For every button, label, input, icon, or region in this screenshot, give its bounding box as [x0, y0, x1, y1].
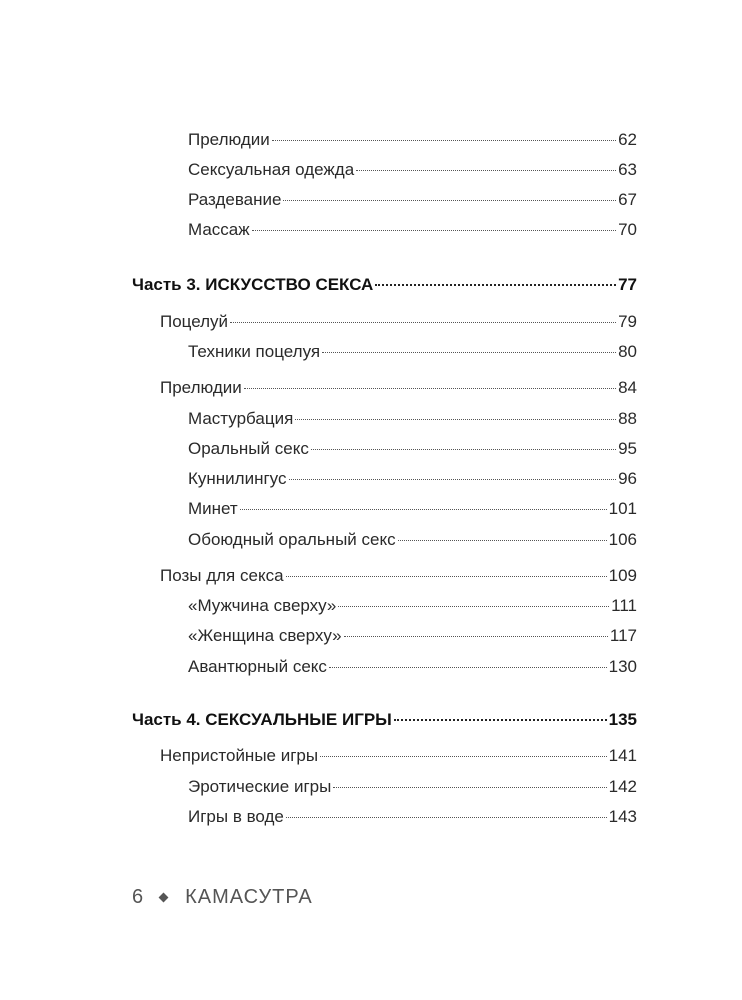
- toc-section-label: Позы для секса: [160, 566, 284, 585]
- toc-entry-label: «Женщина сверху»: [188, 626, 342, 645]
- toc-entry-page: 101: [608, 499, 637, 518]
- toc-entry-label: Куннилингус: [188, 469, 287, 488]
- dot-leader: [375, 284, 616, 286]
- toc-entry-page: 143: [608, 807, 637, 826]
- dot-leader: [344, 636, 608, 637]
- book-title: КАМАСУТРА: [185, 886, 313, 908]
- toc-entry-page: 70: [618, 220, 637, 239]
- dot-leader: [329, 667, 607, 668]
- toc-entry-page: 88: [618, 409, 637, 428]
- dot-leader: [272, 140, 616, 141]
- toc-entry-label: Прелюдии: [188, 130, 270, 149]
- toc-entry-label: Мастурбация: [188, 409, 294, 428]
- dot-leader: [311, 449, 616, 450]
- toc-entry[interactable]: [188, 498, 637, 520]
- toc-entry-label: Техники поцелуя: [188, 342, 321, 361]
- toc-section[interactable]: [160, 565, 637, 587]
- dot-leader: [244, 388, 616, 389]
- dot-leader: [338, 606, 609, 607]
- toc-part-page: 77: [618, 275, 637, 294]
- dot-leader: [230, 322, 616, 323]
- toc-section-page: 79: [618, 312, 637, 331]
- toc-entry-page: 63: [618, 160, 637, 179]
- toc-entry[interactable]: [188, 438, 637, 460]
- toc-entry[interactable]: [188, 341, 637, 363]
- page-footer: [132, 886, 313, 909]
- toc-entry-page: 95: [618, 439, 637, 458]
- toc-entry[interactable]: [188, 595, 637, 617]
- toc-part-heading[interactable]: [132, 709, 637, 731]
- toc-entry-label: Авантюрный секс: [188, 657, 327, 676]
- toc-entry-label: Раздевание: [188, 190, 282, 209]
- dot-leader: [356, 170, 616, 171]
- toc-entry-label: «Мужчина сверху»: [188, 596, 337, 615]
- toc-entry[interactable]: [188, 129, 637, 151]
- toc-entry[interactable]: [188, 656, 637, 678]
- toc-entry[interactable]: [188, 408, 637, 430]
- toc-entry-page: 117: [609, 626, 637, 645]
- diamond-icon: [159, 893, 169, 903]
- dot-leader: [240, 509, 607, 510]
- toc-entry[interactable]: [188, 806, 637, 828]
- toc-entry-page: 142: [608, 777, 637, 796]
- toc-entry[interactable]: [188, 776, 637, 798]
- toc-part-page: 135: [608, 710, 637, 729]
- toc-entry[interactable]: [188, 529, 637, 551]
- dot-leader: [320, 756, 607, 757]
- dot-leader: [333, 787, 606, 788]
- toc-section-page: 84: [618, 378, 637, 397]
- toc-part-label: Часть 4. СЕКСУАЛЬНЫЕ ИГРЫ: [132, 710, 392, 729]
- toc-entry-page: 96: [618, 469, 637, 488]
- toc-entry-label: Обоюдный оральный секс: [188, 530, 396, 549]
- dot-leader: [252, 230, 616, 231]
- toc-section[interactable]: [160, 377, 637, 399]
- toc-entry-label: Оральный секс: [188, 439, 309, 458]
- toc-section-page: 141: [608, 746, 637, 765]
- toc-entry-label: Минет: [188, 499, 238, 518]
- toc-entry[interactable]: [188, 189, 637, 211]
- toc-entry-page: 67: [618, 190, 637, 209]
- toc-entry-page: 130: [608, 657, 637, 676]
- toc-part-heading[interactable]: [132, 274, 637, 296]
- toc-entry[interactable]: [188, 468, 637, 490]
- toc-part-label: Часть 3. ИСКУССТВО СЕКСА: [132, 275, 374, 294]
- toc-section[interactable]: [160, 745, 637, 767]
- toc-entry-label: Эротические игры: [188, 777, 332, 796]
- toc-entry[interactable]: [188, 159, 637, 181]
- toc-entry-label: Игры в воде: [188, 807, 284, 826]
- toc-entry[interactable]: [188, 219, 637, 241]
- toc-section-label: Поцелуй: [160, 312, 229, 331]
- toc-entry-page: 62: [618, 130, 637, 149]
- toc-entry-page: 106: [608, 530, 637, 549]
- dot-leader: [295, 419, 616, 420]
- dot-leader: [286, 817, 607, 818]
- dot-leader: [286, 576, 607, 577]
- toc-section-label: Прелюдии: [160, 378, 242, 397]
- dot-leader: [398, 540, 607, 541]
- toc-section[interactable]: [160, 311, 637, 333]
- toc-entry-page: 80: [618, 342, 637, 361]
- dot-leader: [394, 719, 607, 721]
- toc-entry-label: Сексуальная одежда: [188, 160, 355, 179]
- dot-leader: [322, 352, 616, 353]
- toc-section-label: Непристойные игры: [160, 746, 319, 765]
- toc-entry-page: 111: [611, 596, 637, 615]
- toc-entry-label: Массаж: [188, 220, 250, 239]
- dot-leader: [283, 200, 616, 201]
- dot-leader: [289, 479, 617, 480]
- page-number: 6: [132, 886, 145, 908]
- toc-section-page: 109: [608, 566, 637, 585]
- toc-entry[interactable]: [188, 625, 637, 647]
